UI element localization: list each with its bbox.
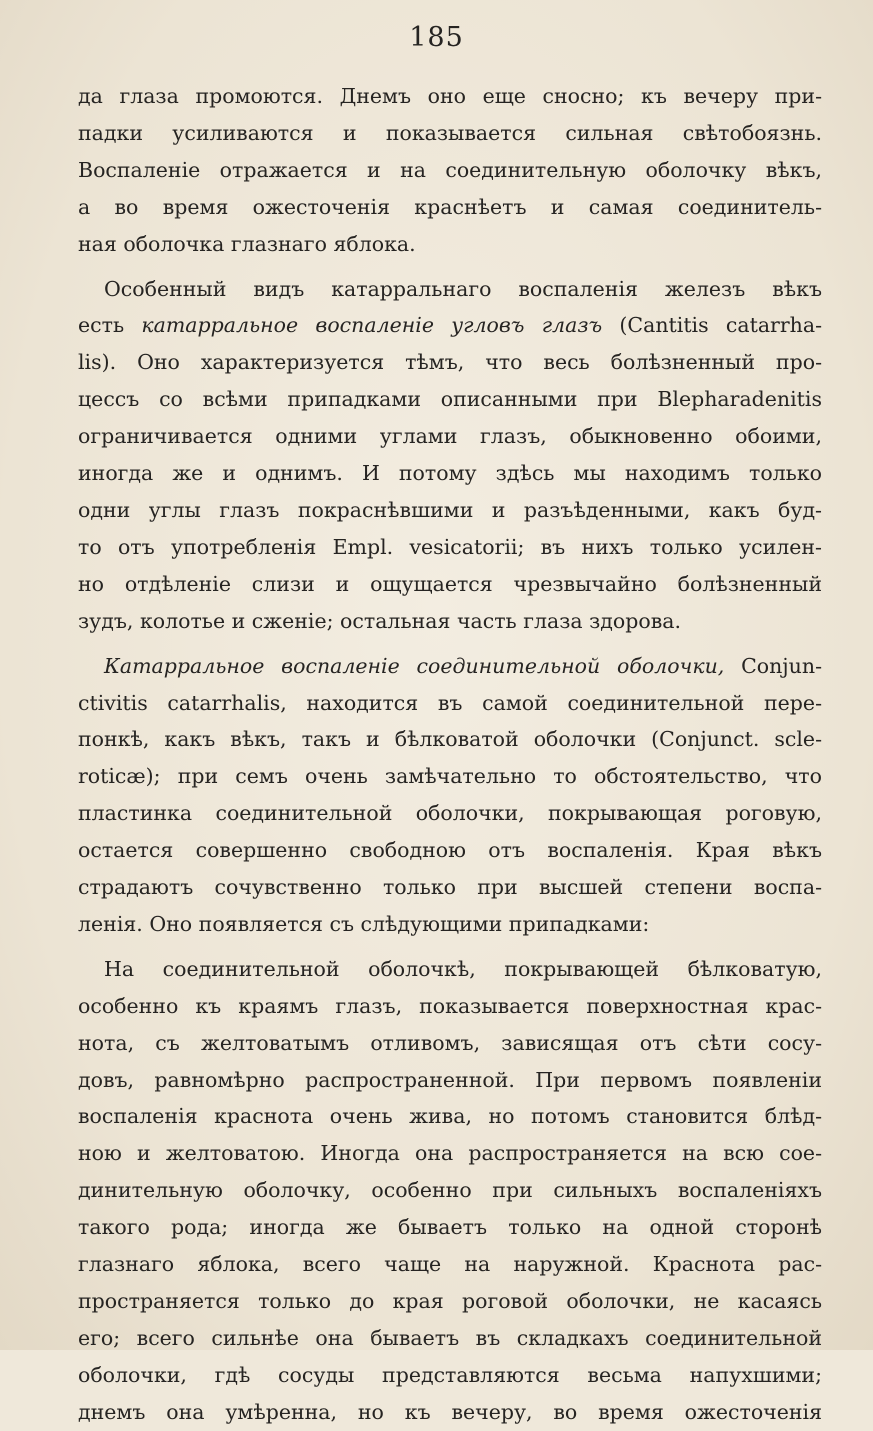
text-line xyxy=(78,758,822,795)
text-line xyxy=(78,795,822,832)
text-segment: lis). Оно характеризуется тѣмъ, что весь болѣзненный про- xyxy=(78,350,822,375)
text-segment: ная оболочка глазнаго яблока. xyxy=(78,231,416,256)
text-line xyxy=(78,381,822,418)
text-segment: а во время ожесточенія краснѣетъ и самая соединитель- xyxy=(78,194,822,219)
text-line xyxy=(78,721,822,758)
text-segment: есть xyxy=(78,313,142,338)
text-line xyxy=(78,344,822,381)
text-segment: падки усиливаются и показывается сильная свѣтобоязнь. xyxy=(78,120,822,145)
text-line xyxy=(78,1098,822,1135)
text-line xyxy=(78,78,822,115)
italic-term: Катарральное воспаленіе соединительной оболочки, xyxy=(104,653,725,678)
text-segment: На соединительной оболочкѣ, покрывающей бѣлковатую, xyxy=(104,956,822,981)
text-segment: ctivitis catarrhalis, находится въ самой соединительной пере- xyxy=(78,690,822,715)
text-line xyxy=(78,418,822,455)
text-segment: оболочки, гдѣ сосуды представляются весьма напухшими; xyxy=(78,1362,822,1387)
text-segment: Воспаленіе отражается и на соединительную оболочку вѣкъ, xyxy=(78,157,822,182)
text-line xyxy=(78,566,822,603)
text-segment: да глаза промоются. Днемъ оно еще сносно; къ вечеру при- xyxy=(78,84,822,108)
text-segment: одни углы глазъ покраснѣвшими и разъѣденными, какъ буд- xyxy=(78,497,822,522)
text-line xyxy=(78,1025,822,1062)
text-segment: довъ, равномѣрно распространенной. При первомъ появленіи xyxy=(78,1067,822,1092)
text-line xyxy=(78,189,822,226)
text-line xyxy=(78,648,822,685)
text-line xyxy=(78,869,822,906)
text-segment: но отдѣленіе слизи и ощущается чрезвычайно болѣзненный xyxy=(78,571,822,596)
text-line xyxy=(78,307,822,344)
text-segment: остается совершенно свободною отъ воспаленія. Края вѣкъ xyxy=(78,838,822,863)
text-line xyxy=(78,1320,822,1357)
text-segment: понкѣ, какъ вѣкъ, такъ и бѣлковатой оболочки (Conjunct. scle- xyxy=(78,727,822,752)
text-segment: его; всего сильнѣе она бываетъ въ складкахъ соединительной xyxy=(78,1325,822,1350)
text-line xyxy=(78,1283,822,1320)
text-segment: иногда же и однимъ. И потому здѣсь мы находимъ только xyxy=(78,461,822,486)
text-line xyxy=(78,603,822,640)
text-segment: динительную оболочку, особенно при сильныхъ воспаленіяхъ xyxy=(78,1178,822,1203)
text-line xyxy=(78,906,822,943)
text-line xyxy=(78,951,822,988)
text-line xyxy=(78,1062,822,1099)
italic-term: катарральное воспаленіе угловъ глазъ xyxy=(141,313,603,338)
page-number: 185 xyxy=(409,22,464,53)
text-segment: roticæ); при семъ очень замѣчательно то обстоятельство, что xyxy=(78,764,822,789)
text-segment: днемъ она умѣренна, но къ вечеру, во время ожесточенія xyxy=(78,1399,822,1424)
text-line xyxy=(78,1135,822,1172)
text-line xyxy=(78,455,822,492)
text-segment: воспаленія краснота очень жива, но потомъ становится блѣд- xyxy=(78,1104,822,1129)
text-segment: ною и желтоватою. Иногда она распространяется на всю сое- xyxy=(78,1141,822,1166)
text-segment: Особенный видъ катарральнаго воспаленія железъ вѣкъ xyxy=(104,276,822,301)
text-line xyxy=(78,529,822,566)
text-segment: цессъ со всѣми припадками описанными при Blepharadenitis xyxy=(78,387,822,412)
text-segment: пластинка соединительной оболочки, покрывающая роговую, xyxy=(78,801,822,826)
text-line xyxy=(78,152,822,189)
text-line xyxy=(78,1357,822,1394)
text-line xyxy=(78,1209,822,1246)
text-segment: то отъ употребленія Empl. vesicatorii; въ нихъ только усилен- xyxy=(78,534,822,559)
text-line xyxy=(78,1394,822,1431)
text-segment: пространяется только до края роговой оболочки, не касаясь xyxy=(78,1289,822,1313)
text-segment: (Cantitis catarrha- xyxy=(602,313,822,338)
text-line xyxy=(78,492,822,529)
text-segment: страдаютъ сочувственно только при высшей степени воспа- xyxy=(78,875,822,900)
text-line xyxy=(78,832,822,869)
text-segment: глазнаго яблока, всего чаще на наружной. Краснота рас- xyxy=(78,1252,822,1277)
page-body-text xyxy=(78,78,822,1431)
text-line xyxy=(78,988,822,1025)
text-line xyxy=(78,1246,822,1283)
text-segment: нота, съ желтоватымъ отливомъ, зависящая отъ сѣти сосу- xyxy=(78,1030,822,1055)
text-line xyxy=(78,115,822,152)
text-line xyxy=(78,226,822,263)
text-line xyxy=(78,685,822,722)
text-segment: такого рода; иногда же бываетъ только на одной сторонѣ xyxy=(78,1215,822,1240)
text-line xyxy=(78,271,822,308)
text-segment: ограничивается одними углами глазъ, обыкновенно обоими, xyxy=(78,424,822,449)
text-segment: ленія. Оно появляется съ слѣдующими припадками: xyxy=(78,911,650,936)
text-line xyxy=(78,1172,822,1209)
text-segment: особенно къ краямъ глазъ, показывается поверхностная крас- xyxy=(78,993,822,1018)
text-segment: Conjun- xyxy=(724,653,822,678)
text-segment: зудъ, колотье и сженіе; остальная часть глаза здорова. xyxy=(78,608,682,633)
